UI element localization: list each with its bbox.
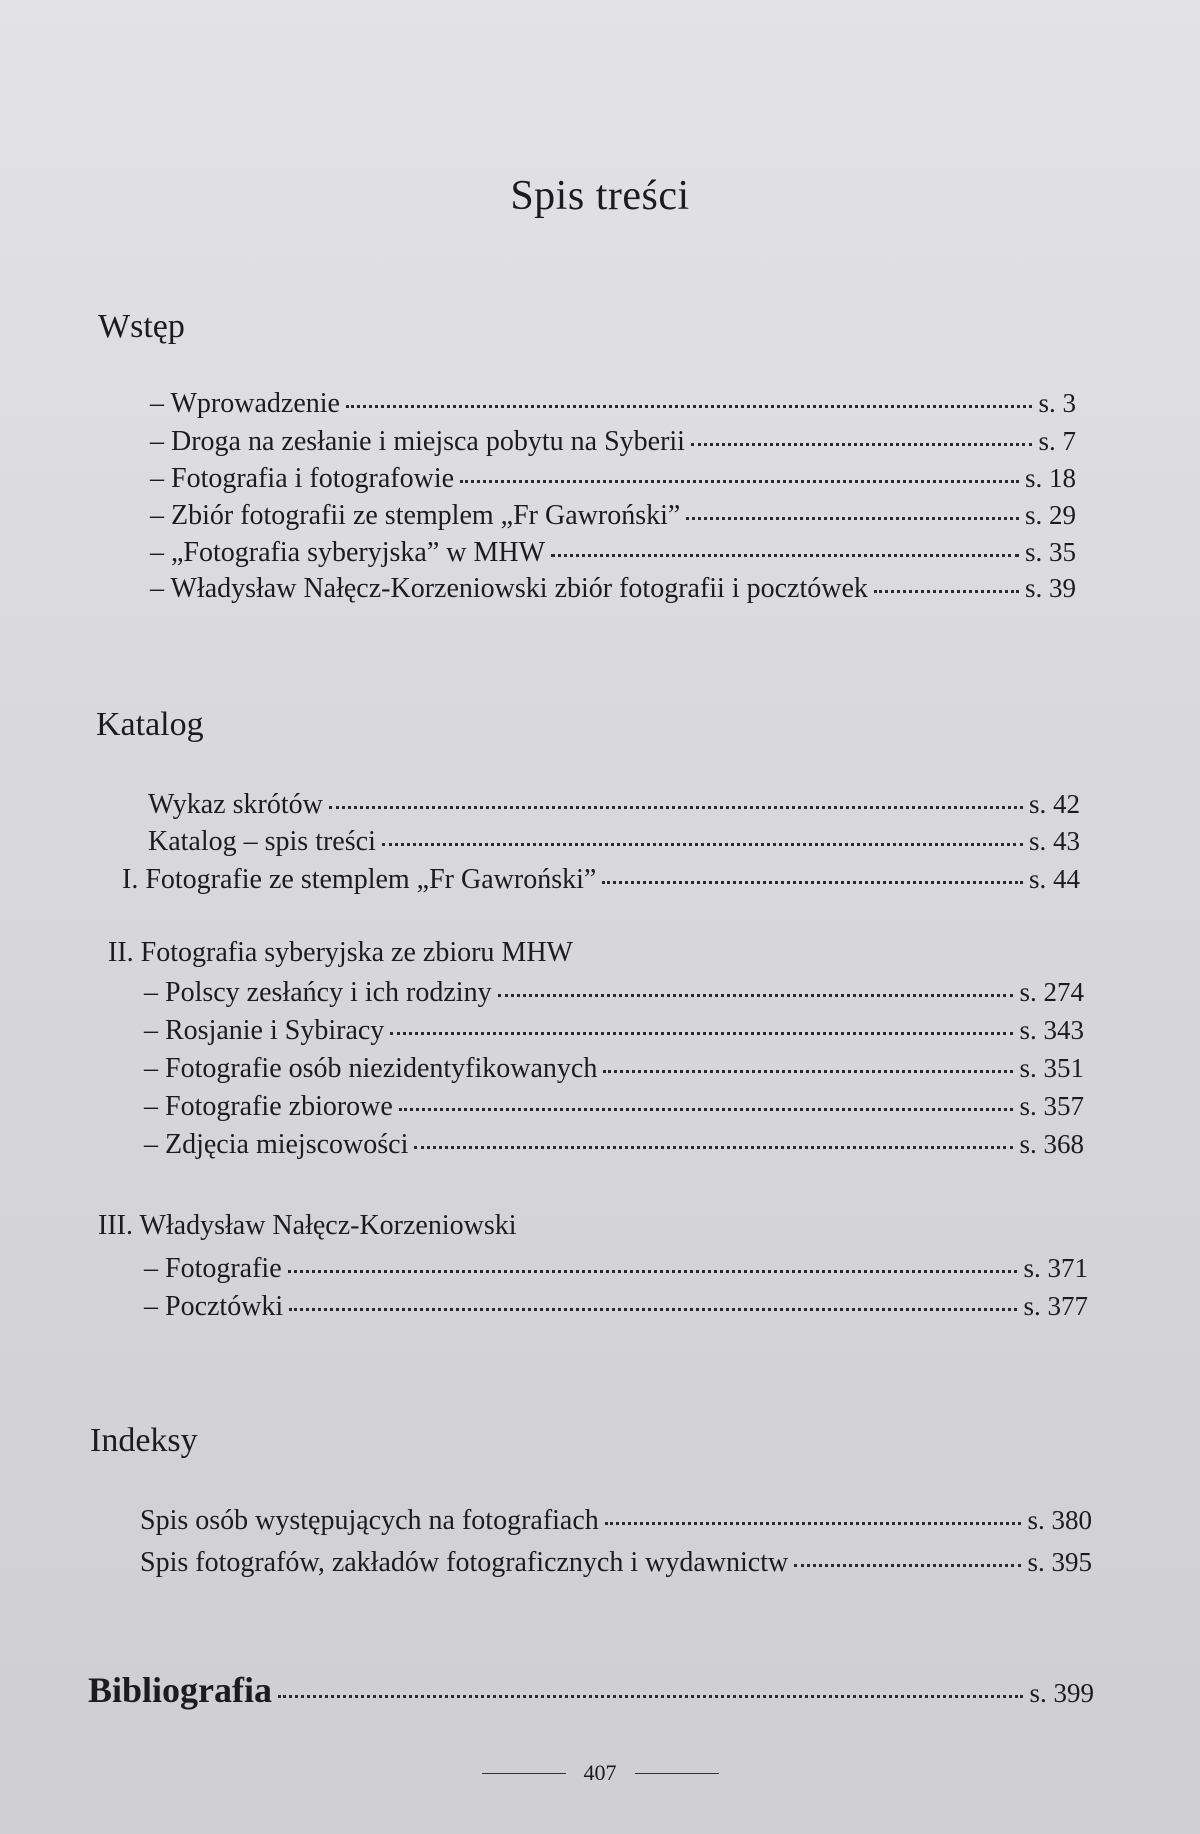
toc-entry [140, 1502, 1092, 1539]
toc-entry-page: s. 351 [1019, 1053, 1084, 1083]
toc-entry-label: – Władysław Nałęcz-Korzeniowski zbiór fotografii i pocztówek [150, 573, 868, 604]
toc-entry-page: s. 377 [1023, 1291, 1088, 1321]
toc-entry-page: s. 371 [1023, 1253, 1088, 1283]
toc-entry [140, 1544, 1092, 1581]
dot-leader [551, 554, 1019, 557]
toc-entry [144, 1288, 1088, 1325]
toc-entry [144, 974, 1084, 1011]
toc-entry [148, 786, 1080, 823]
toc-entry-page: s. 43 [1028, 826, 1080, 856]
toc-entry-page: s. 39 [1024, 573, 1076, 603]
toc-entry-page: s. 7 [1038, 426, 1076, 456]
dot-leader [605, 1522, 1022, 1525]
toc-entry-label: – Fotografie osób niezidentyfikowanych [144, 1053, 598, 1084]
dot-leader [686, 517, 1019, 520]
dot-leader [460, 480, 1019, 483]
toc-entry-page: s. 399 [1029, 1678, 1094, 1708]
dot-leader [603, 1070, 1013, 1073]
toc-entry-label: – Droga na zesłanie i miejsca pobytu na Syberii [150, 426, 685, 457]
page-title: Spis treści [510, 173, 690, 219]
toc-entry [150, 460, 1076, 497]
toc-entry [150, 534, 1076, 571]
toc-entry-label: Bibliografia [88, 1670, 273, 1710]
toc-entry [150, 497, 1076, 534]
toc-entry-page: s. 380 [1027, 1505, 1092, 1535]
toc-entry-page: s. 44 [1028, 864, 1080, 894]
toc-entry [150, 385, 1076, 422]
dot-leader [390, 1032, 1013, 1035]
toc-entry-label: I. Fotografie ze stemplem „Fr Gawroński” [122, 864, 597, 895]
toc-entry-label: – Wprowadzenie [150, 388, 340, 419]
section-heading-katalog: Katalog [96, 706, 204, 743]
toc-entry-label: – Zdjęcia miejscowości [144, 1129, 409, 1160]
toc-entry-page: s. 42 [1028, 789, 1080, 819]
toc-entry-label: – Zbiór fotografii ze stemplem „Fr Gawroński” [150, 500, 681, 531]
toc-entry-page: s. 18 [1024, 463, 1076, 493]
dot-leader [399, 1108, 1014, 1111]
toc-entry-page: s. 368 [1019, 1129, 1084, 1159]
toc-entry [144, 1088, 1084, 1125]
dot-leader [414, 1146, 1013, 1149]
toc-entry-label: – Fotografia i fotografowie [150, 463, 455, 494]
toc-entry [144, 1250, 1088, 1287]
dot-leader [794, 1564, 1021, 1567]
dot-leader [874, 590, 1019, 593]
dot-leader [288, 1270, 1018, 1273]
toc-entry-label: – Fotografie zbiorowe [144, 1091, 393, 1122]
toc-entry-page: s. 274 [1019, 977, 1084, 1007]
dot-leader [382, 843, 1023, 846]
toc-entry-label: Wykaz skrótów [148, 789, 323, 820]
toc-entry-bibliografia [88, 1672, 1094, 1711]
part-heading-ii: II. Fotografia syberyjska ze zbioru MHW [108, 937, 573, 968]
toc-entry-label: Katalog – spis treści [148, 826, 376, 857]
part-heading-iii: III. Władysław Nałęcz-Korzeniowski [98, 1210, 517, 1241]
toc-entry-page: s. 357 [1019, 1091, 1084, 1121]
toc-entry-label: – „Fotografia syberyjska” w MHW [150, 537, 546, 568]
toc-entry-label: – Fotografie [144, 1253, 282, 1284]
toc-entry [144, 1050, 1084, 1087]
page-number: 407 [583, 1760, 617, 1785]
toc-entry-page: s. 395 [1027, 1547, 1092, 1577]
toc-entry-label: – Pocztówki [144, 1291, 284, 1322]
section-heading-wstep: Wstęp [98, 308, 185, 345]
toc-entry-page: s. 29 [1024, 500, 1076, 530]
toc-entry-label: Spis osób występujących na fotografiach [140, 1505, 599, 1536]
toc-entry-page: s. 343 [1019, 1015, 1084, 1045]
footer-rule-right [635, 1773, 719, 1774]
footer-rule-left [482, 1773, 566, 1774]
section-heading-indeksy: Indeksy [90, 1422, 198, 1459]
dot-leader [346, 405, 1033, 408]
toc-entry-page: s. 3 [1038, 388, 1076, 418]
toc-entry-page: s. 35 [1024, 537, 1076, 567]
dot-leader [289, 1308, 1017, 1311]
toc-entry [122, 861, 1080, 898]
toc-entry [150, 570, 1076, 607]
dot-leader [329, 806, 1023, 809]
page-footer [0, 1760, 1200, 1786]
dot-leader [498, 994, 1014, 997]
toc-entry [144, 1126, 1084, 1163]
toc-entry [150, 423, 1076, 460]
toc-entry-label: – Polscy zesłańcy i ich rodziny [144, 977, 492, 1008]
toc-entry [148, 823, 1080, 860]
dot-leader [691, 443, 1033, 446]
dot-leader [602, 881, 1023, 884]
toc-entry-label: – Rosjanie i Sybiracy [144, 1015, 385, 1046]
toc-entry-label: Spis fotografów, zakładów fotograficznych i wydawnictw [140, 1547, 789, 1578]
toc-entry [144, 1012, 1084, 1049]
dot-leader [278, 1695, 1023, 1698]
